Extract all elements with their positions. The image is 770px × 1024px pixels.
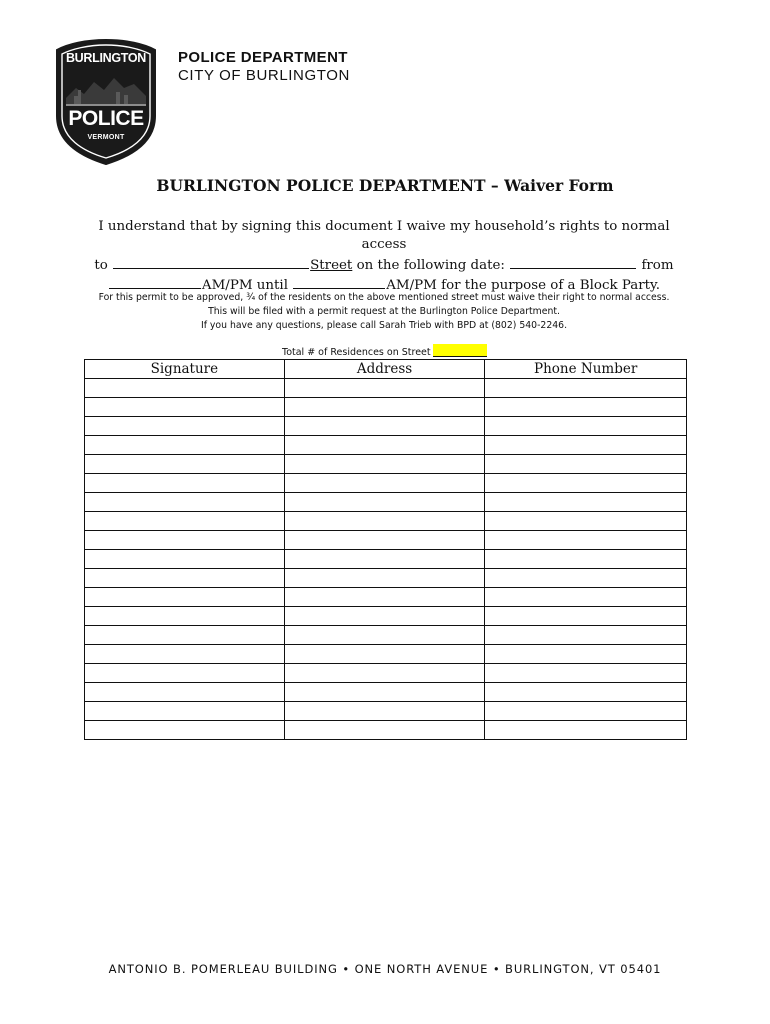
address-cell[interactable] bbox=[284, 683, 485, 702]
signature-cell[interactable] bbox=[85, 417, 285, 436]
address-cell[interactable] bbox=[284, 664, 485, 683]
phone-cell[interactable] bbox=[485, 398, 687, 417]
phone-cell[interactable] bbox=[485, 607, 687, 626]
department-name: POLICE DEPARTMENT bbox=[178, 49, 348, 66]
table-row bbox=[85, 569, 687, 588]
table-row bbox=[85, 531, 687, 550]
signature-cell[interactable] bbox=[85, 493, 285, 512]
note-filing: This will be filed with a permit request at the Burlington Police Department. bbox=[208, 306, 560, 317]
table-row bbox=[85, 512, 687, 531]
table-row bbox=[85, 379, 687, 398]
signature-cell[interactable] bbox=[85, 702, 285, 721]
table-row bbox=[85, 645, 687, 664]
end-time-field[interactable] bbox=[293, 275, 385, 289]
table-row bbox=[85, 664, 687, 683]
signature-cell[interactable] bbox=[85, 379, 285, 398]
table-row bbox=[85, 588, 687, 607]
table-row bbox=[85, 626, 687, 645]
city-name: CITY OF BURLINGTON bbox=[178, 67, 350, 84]
signature-cell[interactable] bbox=[85, 398, 285, 417]
footer-address: ANTONIO B. POMERLEAU BUILDING • ONE NORTH AVENUE • BURLINGTON, VT 05401 bbox=[108, 962, 662, 976]
ampm-until-label: AM/PM until bbox=[201, 278, 288, 294]
address-cell[interactable] bbox=[284, 607, 485, 626]
phone-cell[interactable] bbox=[485, 702, 687, 721]
address-cell[interactable] bbox=[284, 626, 485, 645]
total-residences bbox=[282, 344, 487, 358]
following-date-label: on the following date: bbox=[356, 257, 505, 273]
address-cell[interactable] bbox=[284, 474, 485, 493]
phone-column-header: Phone Number bbox=[485, 360, 687, 379]
signature-cell[interactable] bbox=[85, 588, 285, 607]
phone-cell[interactable] bbox=[485, 455, 687, 474]
signature-cell[interactable] bbox=[85, 436, 285, 455]
phone-cell[interactable] bbox=[485, 683, 687, 702]
phone-cell[interactable] bbox=[485, 645, 687, 664]
street-name-field[interactable] bbox=[113, 255, 309, 269]
table-row bbox=[85, 702, 687, 721]
to-label: to bbox=[94, 257, 108, 273]
department-header bbox=[178, 49, 350, 85]
address-cell[interactable] bbox=[284, 569, 485, 588]
address-cell[interactable] bbox=[284, 493, 485, 512]
table-row bbox=[85, 436, 687, 455]
ampm-purpose-label: AM/PM for the purpose of a Block Party. bbox=[386, 278, 661, 294]
signature-cell[interactable] bbox=[85, 474, 285, 493]
table-header-row bbox=[85, 360, 687, 379]
table-row bbox=[85, 607, 687, 626]
address-cell[interactable] bbox=[284, 398, 485, 417]
date-field[interactable] bbox=[510, 255, 636, 269]
badge-main-text: POLICE bbox=[68, 107, 144, 130]
total-residences-field[interactable] bbox=[433, 344, 487, 357]
address-cell[interactable] bbox=[284, 702, 485, 721]
phone-cell[interactable] bbox=[485, 664, 687, 683]
signature-cell[interactable] bbox=[85, 569, 285, 588]
total-residences-label: Total # of Residences on Street bbox=[282, 347, 431, 358]
address-cell[interactable] bbox=[284, 379, 485, 398]
street-label: Street bbox=[310, 257, 353, 273]
statement-line-2 bbox=[84, 255, 684, 275]
table-row bbox=[85, 683, 687, 702]
phone-cell[interactable] bbox=[485, 436, 687, 455]
signature-cell[interactable] bbox=[85, 550, 285, 569]
approval-notes bbox=[84, 291, 684, 333]
signature-cell[interactable] bbox=[85, 607, 285, 626]
note-contact: If you have any questions, please call Sarah Trieb with BPD at (802) 540-2246. bbox=[200, 320, 568, 331]
table-row bbox=[85, 417, 687, 436]
table-row bbox=[85, 474, 687, 493]
signature-cell[interactable] bbox=[85, 455, 285, 474]
phone-cell[interactable] bbox=[485, 474, 687, 493]
address-cell[interactable] bbox=[284, 721, 485, 740]
phone-cell[interactable] bbox=[485, 493, 687, 512]
address-cell[interactable] bbox=[284, 417, 485, 436]
phone-cell[interactable] bbox=[485, 721, 687, 740]
table-row bbox=[85, 398, 687, 417]
from-label: from bbox=[641, 257, 674, 273]
address-cell[interactable] bbox=[284, 588, 485, 607]
waiver-statement bbox=[84, 218, 684, 296]
phone-cell[interactable] bbox=[485, 379, 687, 398]
table-row bbox=[85, 493, 687, 512]
table-row bbox=[85, 455, 687, 474]
signature-cell[interactable] bbox=[85, 664, 285, 683]
statement-line-1: I understand that by signing this document I waive my household’s rights to normal access bbox=[98, 219, 670, 253]
table-row bbox=[85, 721, 687, 740]
phone-cell[interactable] bbox=[485, 417, 687, 436]
badge-bottom-text: VERMONT bbox=[87, 134, 125, 141]
phone-cell[interactable] bbox=[485, 588, 687, 607]
phone-cell[interactable] bbox=[485, 550, 687, 569]
address-cell[interactable] bbox=[284, 455, 485, 474]
start-time-field[interactable] bbox=[109, 275, 201, 289]
phone-cell[interactable] bbox=[485, 569, 687, 588]
signature-column-header: Signature bbox=[85, 360, 285, 379]
address-cell[interactable] bbox=[284, 645, 485, 664]
address-cell[interactable] bbox=[284, 512, 485, 531]
signature-cell[interactable] bbox=[85, 626, 285, 645]
phone-cell[interactable] bbox=[485, 626, 687, 645]
phone-cell[interactable] bbox=[485, 531, 687, 550]
note-approval: For this permit to be approved, ¾ of the residents on the above mentioned street must waive their right to normal access. bbox=[98, 292, 670, 303]
address-column-header: Address bbox=[284, 360, 485, 379]
signature-table-body bbox=[85, 379, 687, 740]
signature-cell[interactable] bbox=[85, 531, 285, 550]
signature-cell[interactable] bbox=[85, 683, 285, 702]
signature-cell[interactable] bbox=[85, 512, 285, 531]
table-row bbox=[85, 550, 687, 569]
address-cell[interactable] bbox=[284, 436, 485, 455]
signature-cell[interactable] bbox=[85, 721, 285, 740]
form-title: BURLINGTON POLICE DEPARTMENT – Waiver Form bbox=[156, 176, 614, 195]
phone-cell[interactable] bbox=[485, 512, 687, 531]
address-cell[interactable] bbox=[284, 531, 485, 550]
badge-top-text: BURLINGTON bbox=[65, 51, 147, 65]
address-cell[interactable] bbox=[284, 550, 485, 569]
signature-cell[interactable] bbox=[85, 645, 285, 664]
signature-table bbox=[84, 359, 687, 740]
